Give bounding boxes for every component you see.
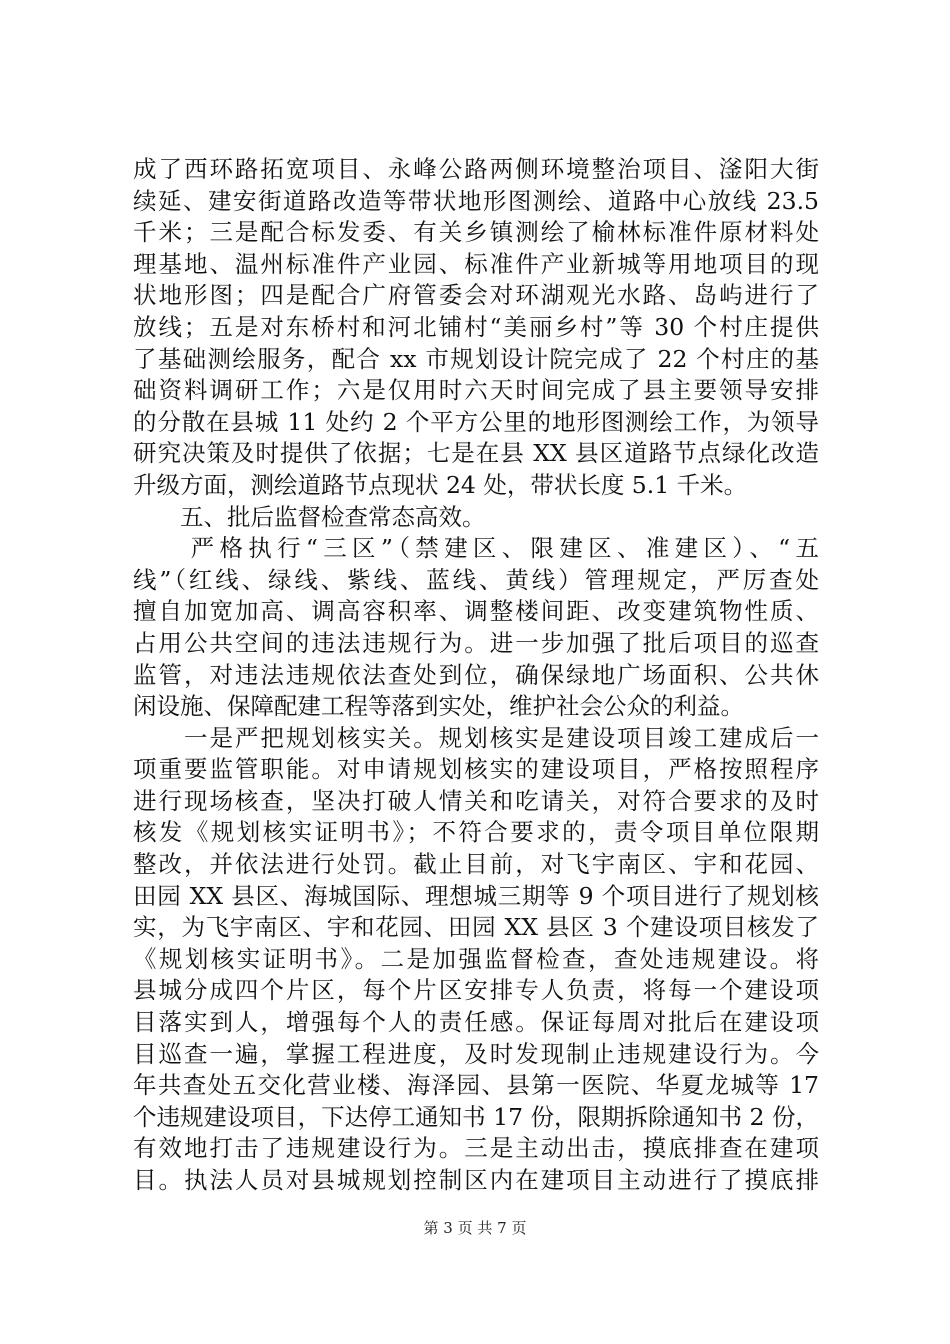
section-heading: 五、批后监督检查常态高效。 — [133, 502, 486, 531]
body-text — [133, 154, 819, 1197]
text-line: 续延、建安街道路改造等带状地形图测绘、道路中心放线 23.5 — [133, 186, 819, 215]
text-line: 整改，并依法进行处罚。截止目前，对飞宇南区、宇和花园、 — [133, 850, 819, 879]
text-line: 擅自加宽加高、调高容积率、调整楼间距、改变建筑物性质、 — [133, 597, 819, 626]
text-line: 成了西环路拓宽项目、永峰公路两侧环境整治项目、滏阳大街 — [133, 155, 819, 183]
text-line: 的分散在县城 11 处约 2 个平方公里的地形图测绘工作，为领导 — [133, 407, 819, 436]
text-line: 闲设施、保障配建工程等落到实处，维护社会公众的利益。 — [133, 692, 744, 721]
text-line: 线”（红线、绿线、紫线、蓝线、黄线）管理规定，严厉查处 — [133, 565, 819, 594]
text-line: 目落实到人，增强每个人的责任感。保证每周对批后在建设项 — [133, 1008, 819, 1037]
text-line: 占用公共空间的违法违规行为。进一步加强了批后项目的巡查 — [133, 628, 819, 657]
text-line: 严格执行“三区”（禁建区、限建区、准建区）、“五 — [133, 534, 819, 563]
text-line: 一是严把规划核实关。规划核实是建设项目竣工建成后一 — [133, 723, 819, 752]
text-line: 千米；三是配合标发委、有关乡镇测绘了榆林标准件原材料处 — [133, 218, 819, 247]
text-line: 项重要监管职能。对申请规划核实的建设项目，严格按照程序 — [133, 755, 819, 784]
page-number-footer: 第 3 页 共 7 页 — [423, 1219, 527, 1237]
text-line: 理基地、温州标准件产业园、标准件产业新城等用地项目的现 — [133, 249, 819, 278]
text-line: 《规划核实证明书》。二是加强监督检查，查处违规建设。将 — [133, 944, 819, 973]
text-line: 实，为飞宇南区、宇和花园、田园 XX 县区 3 个建设项目核发了 — [133, 913, 819, 942]
text-line: 了基础测绘服务，配合 xx 市规划设计院完成了 22 个村庄的基 — [133, 344, 819, 373]
text-line: 监管，对违法违规依法查处到位，确保绿地广场面积、公共休 — [133, 660, 819, 689]
text-line: 目巡查一遍，掌握工程进度，及时发现制止违规建设行为。今 — [133, 1039, 819, 1068]
text-line: 础资料调研工作；六是仅用时六天时间完成了县主要领导安排 — [133, 376, 819, 405]
text-line: 状地形图；四是配合广府管委会对环湖观光水路、岛屿进行了 — [133, 281, 819, 310]
text-line: 田园 XX 县区、海城国际、理想城三期等 9 个项目进行了规划核 — [133, 881, 819, 910]
text-line: 目。执法人员对县城规划控制区内在建项目主动进行了摸底排 — [133, 1166, 819, 1194]
text-line: 放线；五是对东桥村和河北铺村“美丽乡村”等 30 个村庄提供 — [133, 312, 819, 341]
text-line: 进行现场核查，坚决打破人情关和吃请关，对符合要求的及时 — [133, 786, 819, 815]
text-line: 有效地打击了违规建设行为。三是主动出击，摸底排查在建项 — [133, 1134, 819, 1163]
text-line: 年共查处五交化营业楼、海泽园、县第一医院、华夏龙城等 17 — [133, 1071, 819, 1100]
text-line: 核发《规划核实证明书》；不符合要求的，责令项目单位限期 — [133, 818, 819, 847]
text-line: 县城分成四个片区，每个片区安排专人负责，将每一个建设项 — [133, 976, 819, 1005]
text-line: 个违规建设项目，下达停工通知书 17 份，限期拆除通知书 2 份， — [133, 1102, 819, 1131]
text-line: 研究决策及时提供了依据；七是在县 XX 县区道路节点绿化改造 — [133, 439, 819, 468]
text-line: 升级方面，测绘道路节点现状 24 处，带状长度 5.1 千米。 — [133, 470, 748, 499]
